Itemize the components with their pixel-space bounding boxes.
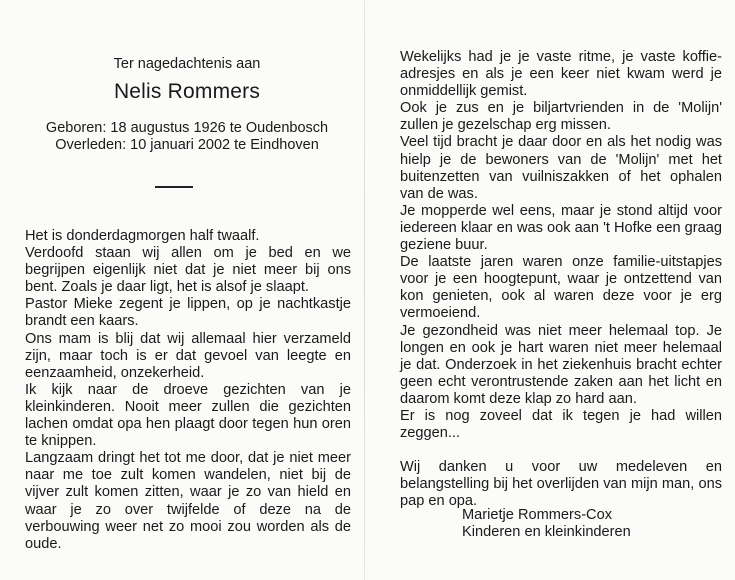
paragraph: De laatste jaren waren onze familie-uitstapjes voor je een hoogtepunt, waar je ontzettend van kon genieten, ook al waren deze voor je erg vermoeiend.	[400, 254, 722, 322]
paragraph: Ons mam is blij dat wij allemaal hier verzameld zijn, maar toch is er dat gevoel van leegte en eenzaamheid, onzekerheid.	[25, 330, 351, 381]
paragraph-gap	[400, 442, 722, 459]
death-line: Overleden: 10 januari 2002 te Eindhoven	[55, 137, 319, 153]
paragraph: Ook je zus en je biljartvrienden in de 'Molijn' zullen je gezelschap erg missen.	[400, 100, 722, 134]
memorial-intro: Ter nagedachtenis aan	[113, 56, 261, 72]
signature-name: Marietje Rommers-Cox	[462, 507, 613, 523]
deceased-name: Nelis Rommers	[113, 80, 261, 103]
paragraph: Wekelijks had je je vaste ritme, je vaste koffie-adresjes en als je een keer niet kwam werd je onmiddellijk gemist.	[400, 49, 722, 100]
paragraph: Langzaam dringt het tot me door, dat je niet meer naar me toe zult komen wandelen, niet bij de vijver zult komen zitten, waar je zo van hield en waar je zo over twijfelde of deze na de verbouwing weer net zo mooi zou worden als de oude.	[25, 450, 351, 552]
life-dates	[22, 120, 352, 154]
paragraph: Je mopperde wel eens, maar je stond altijd voor iedereen klaar en was ook aan 't Hofke een graag geziene buur.	[400, 202, 722, 254]
paragraph: Je gezondheid was niet meer helemaal top. Je longen en ook je hart waren niet meer helemaal je dat. Onderzoek in het ziekenhuis bracht echter geen echt verontrustende zaken aan het licht en daarom komt deze klap zo hard aan.	[400, 322, 722, 407]
right-poem	[400, 49, 722, 510]
card-fold-line	[364, 0, 365, 580]
birth-line: Geboren: 18 augustus 1926 te Oudenbosch	[45, 120, 329, 136]
right-panel	[388, 0, 723, 580]
left-poem	[25, 228, 351, 553]
paragraph: Het is donderdagmorgen half twaalf.	[25, 228, 260, 244]
thanks-paragraph: Wij danken u voor uw medeleven en belangstelling bij het overlijden van mijn man, ons pap en opa.	[400, 459, 722, 510]
signature-family: Kinderen en kleinkinderen	[462, 524, 631, 540]
paragraph: Er is nog zoveel dat ik tegen je had willen zeggen...	[400, 407, 722, 442]
paragraph: Veel tijd bracht je daar door en als het nodig was hielp je de bewoners van de 'Molijn' met het buitenzetten van vuilniszakken of het ophalen van de was.	[400, 134, 722, 202]
paragraph: Ik kijk naar de droeve gezichten van je kleinkinderen. Nooit meer zullen die gezichten lachen omdat opa hen plaagt door tegen hun oren te knippen.	[25, 381, 351, 450]
divider-line	[155, 186, 193, 188]
paragraph: Pastor Mieke zegent je lippen, op je nachtkastje brandt een kaars.	[25, 296, 351, 330]
paragraph: Verdoofd staan wij allen om je bed en we begrijpen eigenlijk niet dat je niet meer bij ons bent. Zoals je daar ligt, het is alsof je slaapt.	[25, 245, 351, 296]
signature-block	[462, 507, 631, 541]
left-panel	[22, 0, 352, 580]
